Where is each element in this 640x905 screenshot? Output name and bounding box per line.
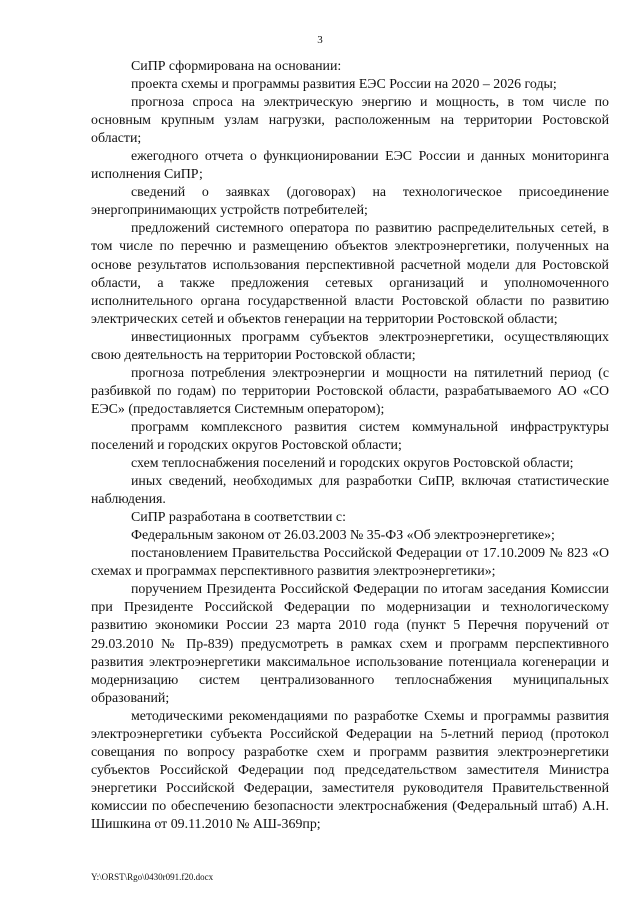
paragraph: поручением Президента Российской Федерации по итогам заседания Комиссии при Президенте Российской Федерации по модернизации и технологическому развитию экономики России 23 марта 2010 года (пункт 5 Перечня поручений от 29.03.2010 № Пр-839) предусмотреть в рамках схем и программ перспективного развития электроэнергетики максимальное использование потенциала когенерации и модернизацию систем централизованного теплоснабжения муниципальных образований; xyxy=(91,582,609,706)
paragraph: иных сведений, необходимых для разработки СиПР, включая статистические наблюдения. xyxy=(91,474,609,508)
paragraph: программ комплексного развития систем коммунальной инфраструктуры поселений и городских округов Ростовской области; xyxy=(91,419,609,453)
paragraph: предложений системного оператора по развитию распределительных сетей, в том числе по перечню и размещению объектов электроэнергетики, полученных на основе результатов использования перспективной расчетной модели для Ростовской области, а также предложения сетевых организаций и уполномоченного исполнительного органа государственной власти Ростовской области по развитию электрических сетей и объектов генерации на территории Ростовской области; xyxy=(91,221,609,327)
paragraph: схем теплоснабжения поселений и городских округов Ростовской области; xyxy=(131,456,574,472)
page-number: 3 xyxy=(317,34,323,46)
paragraph: прогноза спроса на электрическую энергию и мощность, в том числе по основным крупным узлам нагрузки, расположенным на территории Ростовской области; xyxy=(91,95,609,147)
paragraph: Федеральным законом от 26.03.2003 № 35-ФЗ «Об электроэнергетике»; xyxy=(131,528,555,544)
document-body xyxy=(91,58,609,834)
paragraph: постановлением Правительства Российской Федерации от 17.10.2009 № 823 «О схемах и программах перспективного развития электроэнергетики»; xyxy=(91,546,609,580)
paragraph: ежегодного отчета о функционировании ЕЭС России и данных мониторинга исполнения СиПР; xyxy=(91,149,609,183)
footer-file-path: Y:\ORST\Rgo\0430r091.f20.docx xyxy=(91,872,214,882)
paragraph: проекта схемы и программы развития ЕЭС России на 2020 – 2026 годы; xyxy=(131,77,557,93)
paragraph: методическими рекомендациями по разработке Схемы и программы развития электроэнергетики субъекта Российской Федерации на 5-летний период (протокол совещания по вопросу разработке схем и программ развития электроэнергетики субъектов Российской Федерации под председательством заместителя Министра энергетики Российской Федерации, заместителя руководителя Правительственной комиссии по обеспечению безопасности электроснабжения (Федеральный штаб) А.Н. Шишкина от 09.11.2010 № АШ-369пр; xyxy=(91,708,609,832)
paragraph: сведений о заявках (договорах) на технологическое присоединение энергопринимающих устройств потребителей; xyxy=(91,185,609,219)
paragraph: СиПР разработана в соответствии с: xyxy=(131,510,346,526)
paragraph: СиПР сформирована на основании: xyxy=(131,59,342,74)
paragraph: прогноза потребления электроэнергии и мощности на пятилетний период (с разбивкой по годам) по территории Ростовской области, разрабатываемого АО «СО ЕЭС» (предоставляется Системным оператором); xyxy=(91,365,609,417)
paragraph: инвестиционных программ субъектов электроэнергетики, осуществляющих свою деятельность на территории Ростовской области; xyxy=(91,329,609,363)
